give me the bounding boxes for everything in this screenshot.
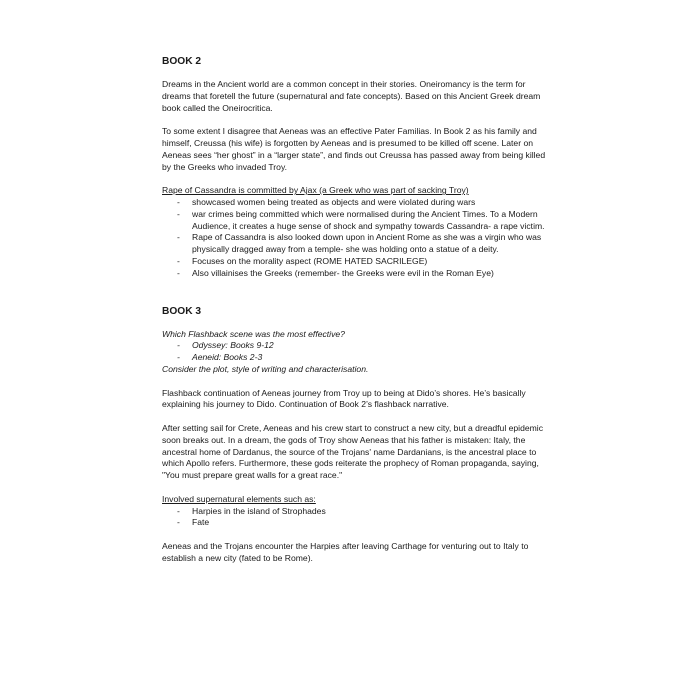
list-item: - Also villainises the Greeks (remember- the Greeks were evil in the Roman Eye) — [192, 268, 550, 280]
list-item: - Harpies in the island of Strophades — [192, 506, 550, 518]
book3-paragraph-crete: After setting sail for Crete, Aeneas and his crew start to construct a new city, but a dreadful epidemic soon breaks out. In a dream, the gods of Troy show Aeneas that his father is mistaken: Italy, the ancestral home of Dardanus, the source of the Trojans' name Dardanians, is the ancestral place to which Apollo refers. Furthermore, these gods reiterate the prophecy of Roman propaganda, saying, "You must prepare great walls for a great race." — [162, 422, 544, 481]
list-item: - showcased women being treated as objects and were violated during wars — [192, 197, 550, 209]
book3-bullet-list — [162, 506, 550, 530]
book2-paragraph-pater-familias: To some extent I disagree that Aeneas was an effective Pater Familias. In Book 2 as his family and himself, Creussa (his wife) is forgotten by Aeneas and is presumed to be killed off scene. Later on Aeneas sees “her ghost” in a “larger state”, and finds out Creussa has passed away from being killed by the Greeks who invaded Troy. — [162, 126, 546, 172]
spacer — [162, 529, 550, 541]
book2-section — [162, 56, 550, 280]
book3-heading: BOOK 3 — [162, 305, 202, 317]
list-item: - Fate — [192, 517, 550, 529]
book3-consider-note: Consider the plot, style of writing and characterisation. — [162, 363, 369, 374]
list-item: - Odyssey: Books 9-12 — [192, 340, 550, 352]
book2-subheading-cassandra: Rape of Cassandra is committed by Ajax (a Greek who was part of sacking Troy) — [162, 185, 469, 196]
list-item: - Focuses on the morality aspect (ROME HATED SACRILEGE) — [192, 256, 550, 268]
book3-paragraph-harpies: Aeneas and the Trojans encounter the Harpies after leaving Carthage for venturing out to Italy to establish a new city (fated to be Rome). — [162, 540, 529, 563]
book2-paragraph-dreams: Dreams in the Ancient world are a common concept in their stories. Oneiromancy is the term for dreams that foretell the future (supernatural and fate concepts). Based on this Ancient Greek dream book called the Oneirocritica. — [162, 79, 541, 113]
list-item: - war crimes being committed which were normalised during the Ancient Times. To a Modern Audience, it creates a huge sense of shock and sympathy towards Cassandra- a rape victim. — [192, 209, 550, 233]
book3-question: Which Flashback scene was the most effective? — [162, 328, 345, 339]
book2-bullet-list — [162, 197, 550, 280]
book2-heading: BOOK 2 — [162, 56, 202, 67]
book3-subheading-supernatural: Involved supernatural elements such as: — [162, 493, 316, 504]
book3-paragraph-flashback: Flashback continuation of Aeneas journey from Troy up to being at Dido’s shores. He’s basically explaining his journey to Dido. Continuation of Book 2’s flashback narrative. — [162, 387, 526, 410]
list-item: - Aeneid: Books 2-3 — [192, 352, 550, 364]
book3-question-list — [162, 340, 550, 364]
list-item: - Rape of Cassandra is also looked down upon in Ancient Rome as she was a virgin who was physically dragged away from a temple- she was holding onto a statue of a deity. — [192, 232, 550, 256]
book3-section — [162, 306, 550, 565]
